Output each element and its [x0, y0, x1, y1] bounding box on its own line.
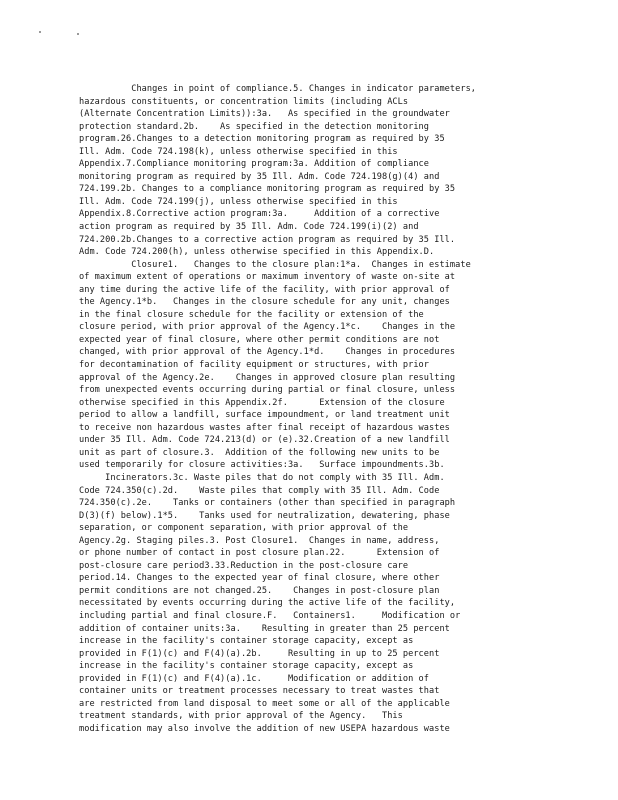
text-line: 724.199.2b. Changes to a compliance monitoring program as required by 35 [79, 184, 456, 195]
text-line: Appendix.7.Compliance monitoring program:3a. Addition of compliance [79, 159, 429, 170]
text-line: (Alternate Concentration Limits)):3a. As specified in the groundwater [79, 109, 450, 120]
text-line: under 35 Ill. Adm. Code 724.213(d) or (e).32.Creation of a new landfill [79, 435, 450, 446]
scan-speck [77, 33, 79, 35]
text-line: container units or treatment processes necessary to treat wastes that [79, 686, 440, 697]
text-line: treatment standards, with prior approval of the Agency. This [79, 711, 403, 722]
text-line: Code 724.350(c).2d. Waste piles that comply with 35 Ill. Adm. Code [79, 485, 440, 496]
text-line: D(3)(f) below).1*5. Tanks used for neutralization, dewatering, phase [79, 510, 450, 521]
text-line: Ill. Adm. Code 724.198(k), unless otherwise specified in this [79, 146, 398, 157]
text-line: of maximum extent of operations or maximum inventory of waste on-site at [79, 272, 456, 283]
text-line: period.14. Changes to the expected year of final closure, where other [79, 573, 440, 584]
text-line: post-closure care period3.33.Reduction in the post-closure care [79, 560, 409, 571]
text-line: changed, with prior approval of the Agency.1*d. Changes in procedures [79, 347, 456, 358]
text-line: from unexpected events occurring during partial or final closure, unless [79, 385, 456, 396]
text-line: used temporarily for closure activities:3a. Surface impoundments.3b. [79, 460, 445, 471]
text-line: action program as required by 35 Ill. Adm. Code 724.199(i)(2) and [79, 222, 419, 233]
text-line: Closure1. Changes to the closure plan:1*a. Changes in estimate [79, 259, 471, 270]
text-line: 724.350(c).2e. Tanks or containers (other than specified in paragraph [79, 498, 456, 509]
document-body-text [79, 83, 549, 735]
text-line: expected year of final closure, where other permit conditions are not [79, 334, 440, 345]
text-line: protection standard.2b. As specified in the detection monitoring [79, 121, 429, 132]
scan-speck [39, 31, 41, 33]
text-line: Appendix.8.Corrective action program:3a. Addition of a corrective [79, 209, 440, 220]
text-line: provided in F(1)(c) and F(4)(a).2b. Resulting in up to 25 percent [79, 648, 440, 659]
text-line: Ill. Adm. Code 724.199(j), unless otherwise specified in this [79, 196, 398, 207]
text-line: the Agency.1*b. Changes in the closure schedule for any unit, changes [79, 297, 450, 308]
text-line: separation, or component separation, with prior approval of the [79, 523, 409, 534]
text-line: program.26.Changes to a detection monitoring program as required by 35 [79, 134, 445, 145]
text-line: Changes in point of compliance.5. Changes in indicator parameters, [79, 84, 477, 94]
text-line: unit as part of closure.3. Addition of the following new units to be [79, 447, 440, 458]
text-line: necessitated by events occurring during the active life of the facility, [79, 598, 456, 609]
text-line: increase in the facility's container storage capacity, except as [79, 661, 414, 672]
text-line: Agency.2g. Staging piles.3. Post Closure1. Changes in name, address, [79, 535, 440, 546]
text-line: modification may also involve the addition of new USEPA hazardous waste [79, 723, 450, 734]
text-line: approval of the Agency.2e. Changes in approved closure plan resulting [79, 372, 456, 383]
text-line: closure period, with prior approval of the Agency.1*c. Changes in the [79, 322, 456, 333]
text-line: otherwise specified in this Appendix.2f. Extension of the closure [79, 397, 445, 408]
text-line: any time during the active life of the facility, with prior approval of [79, 284, 450, 295]
text-line: Adm. Code 724.200(h), unless otherwise specified in this Appendix.D. [79, 247, 435, 258]
text-line: provided in F(1)(c) and F(4)(a).1c. Modification or addition of [79, 673, 429, 684]
text-line: are restricted from land disposal to meet some or all of the applicable [79, 698, 450, 709]
text-line: monitoring program as required by 35 Ill. Adm. Code 724.198(g)(4) and [79, 171, 440, 182]
text-line: 724.200.2b.Changes to a corrective action program as required by 35 Ill. [79, 234, 456, 245]
text-line: permit conditions are not changed.25. Changes in post-closure plan [79, 585, 440, 596]
text-line: hazardous constituents, or concentration limits (including ACLs [79, 96, 409, 107]
text-line: addition of container units:3a. Resulting in greater than 25 percent [79, 623, 450, 634]
text-line: Incinerators.3c. Waste piles that do not comply with 35 Ill. Adm. [79, 472, 445, 483]
text-line: increase in the facility's container storage capacity, except as [79, 636, 414, 647]
text-line: including partial and final closure.F. Containers1. Modification or [79, 610, 461, 621]
text-line: or phone number of contact in post closure plan.22. Extension of [79, 548, 440, 559]
text-line: to receive non hazardous wastes after final receipt of hazardous wastes [79, 422, 450, 433]
text-line: in the final closure schedule for the facility or extension of the [79, 309, 424, 320]
text-line: period to allow a landfill, surface impoundment, or land treatment unit [79, 410, 450, 421]
text-line: for decontamination of facility equipment or structures, with prior [79, 360, 429, 371]
